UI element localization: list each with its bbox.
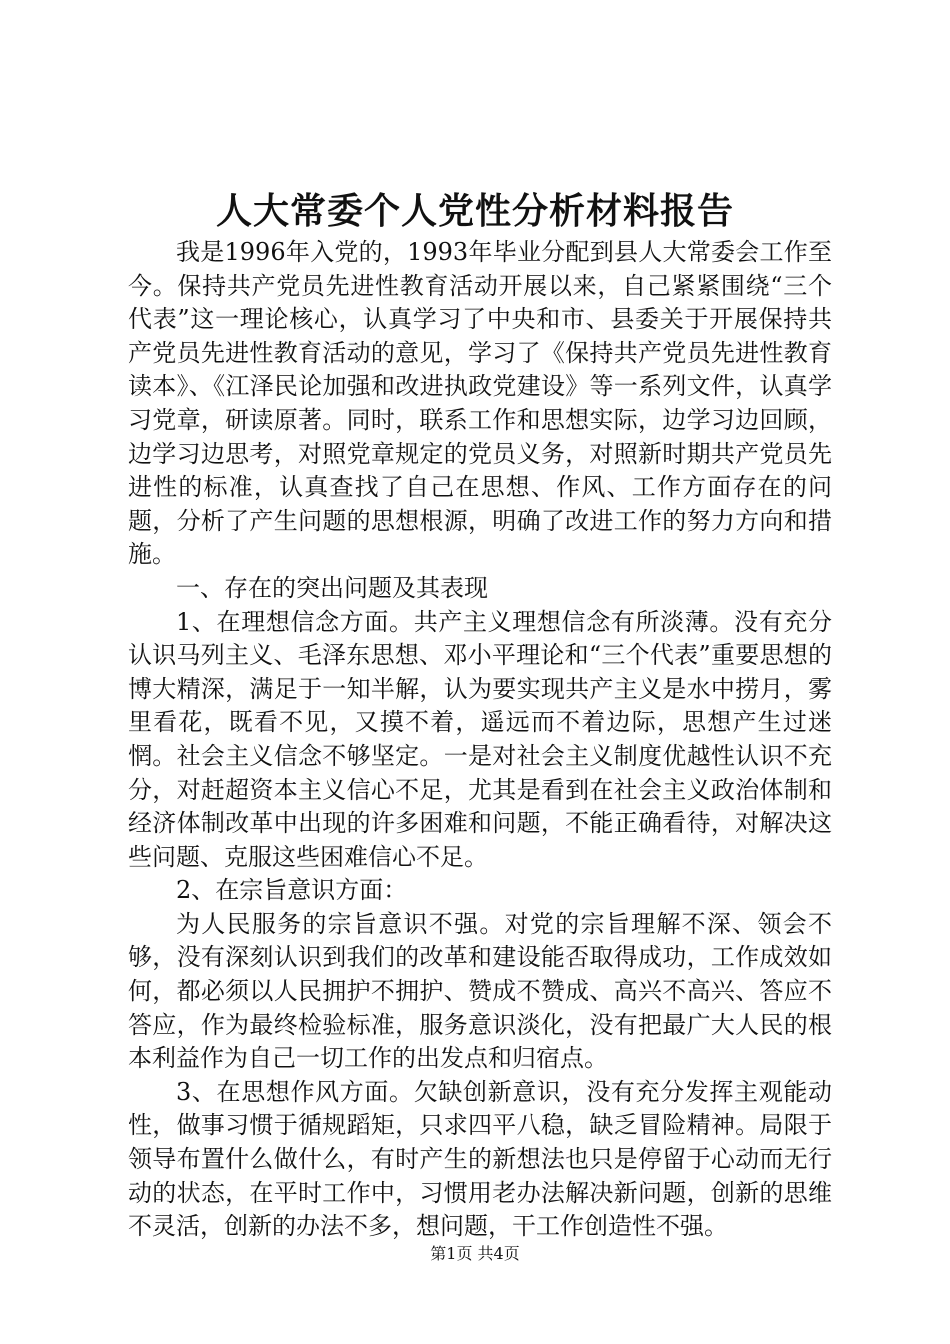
- document-body: [128, 236, 832, 1244]
- paragraph-purpose: 为人民服务的宗旨意识不强。对党的宗旨理解不深、领会不够，没有深刻认识到我们的改革和建设能否取得成功，工作成效如何，都必须以人民拥护不拥护、赞成不赞成、高兴不高兴、答应不答应，作为最终检验标准，服务意识淡化，没有把最广大人民的根本利益作为自己一切工作的出发点和归宿点。: [128, 909, 832, 1073]
- subheading-purpose: 2、在宗旨意识方面：: [176, 876, 408, 905]
- document-title: 人大常委个人党性分析材料报告: [215, 190, 734, 232]
- paragraph-ideals: 1、在理想信念方面。共产主义理想信念有所淡薄。没有充分认识马列主义、毛泽东思想、邓小平理论和“三个代表”重要思想的博大精深，满足于一知半解，认为要实现共产主义是水中捞月，雾里看花，既看不见，又摸不着，遥远而不着边际，思想产生过迷惘。社会主义信念不够坚定。一是对社会主义制度优越性认识不充分，对赶超资本主义信心不足，尤其是看到在社会主义政治体制和经济体制改革中出现的许多困难和问题，不能正确看待，对解决这些问题、克服这些困难信心不足。: [128, 607, 832, 871]
- page-footer: 第1页 共4页: [430, 1244, 520, 1263]
- paragraph-intro: 我是1996年入党的，1993年毕业分配到县人大常委会工作至今。保持共产党员先进性教育活动开展以来，自己紧紧围绕“三个代表”这一理论核心，认真学习了中央和市、县委关于开展保持共产党员先进性教育活动的意见，学习了《保持共产党员先进性教育读本》、《江泽民论加强和改进执政党建设》等一系列文件，认真学习党章，研读原著。同时，联系工作和思想实际，边学习边回顾，边学习边思考，对照党章规定的党员义务，对照新时期共产党员先进性的标准，认真查找了自己在思想、作风、工作方面存在的问题，分析了产生问题的思想根源，明确了改进工作的努力方向和措施。: [128, 238, 832, 569]
- paragraph-style: 3、在思想作风方面。欠缺创新意识，没有充分发挥主观能动性，做事习惯于循规蹈矩，只求四平八稳，缺乏冒险精神。局限于领导布置什么做什么，有时产生的新想法也只是停留于心动而无行动的状态，在平时工作中，习惯用老办法解决新问题，创新的思维不灵活，创新的办法不多，想问题，干工作创造性不强。: [128, 1077, 832, 1241]
- section-heading-problems: 一、存在的突出问题及其表现: [176, 573, 488, 602]
